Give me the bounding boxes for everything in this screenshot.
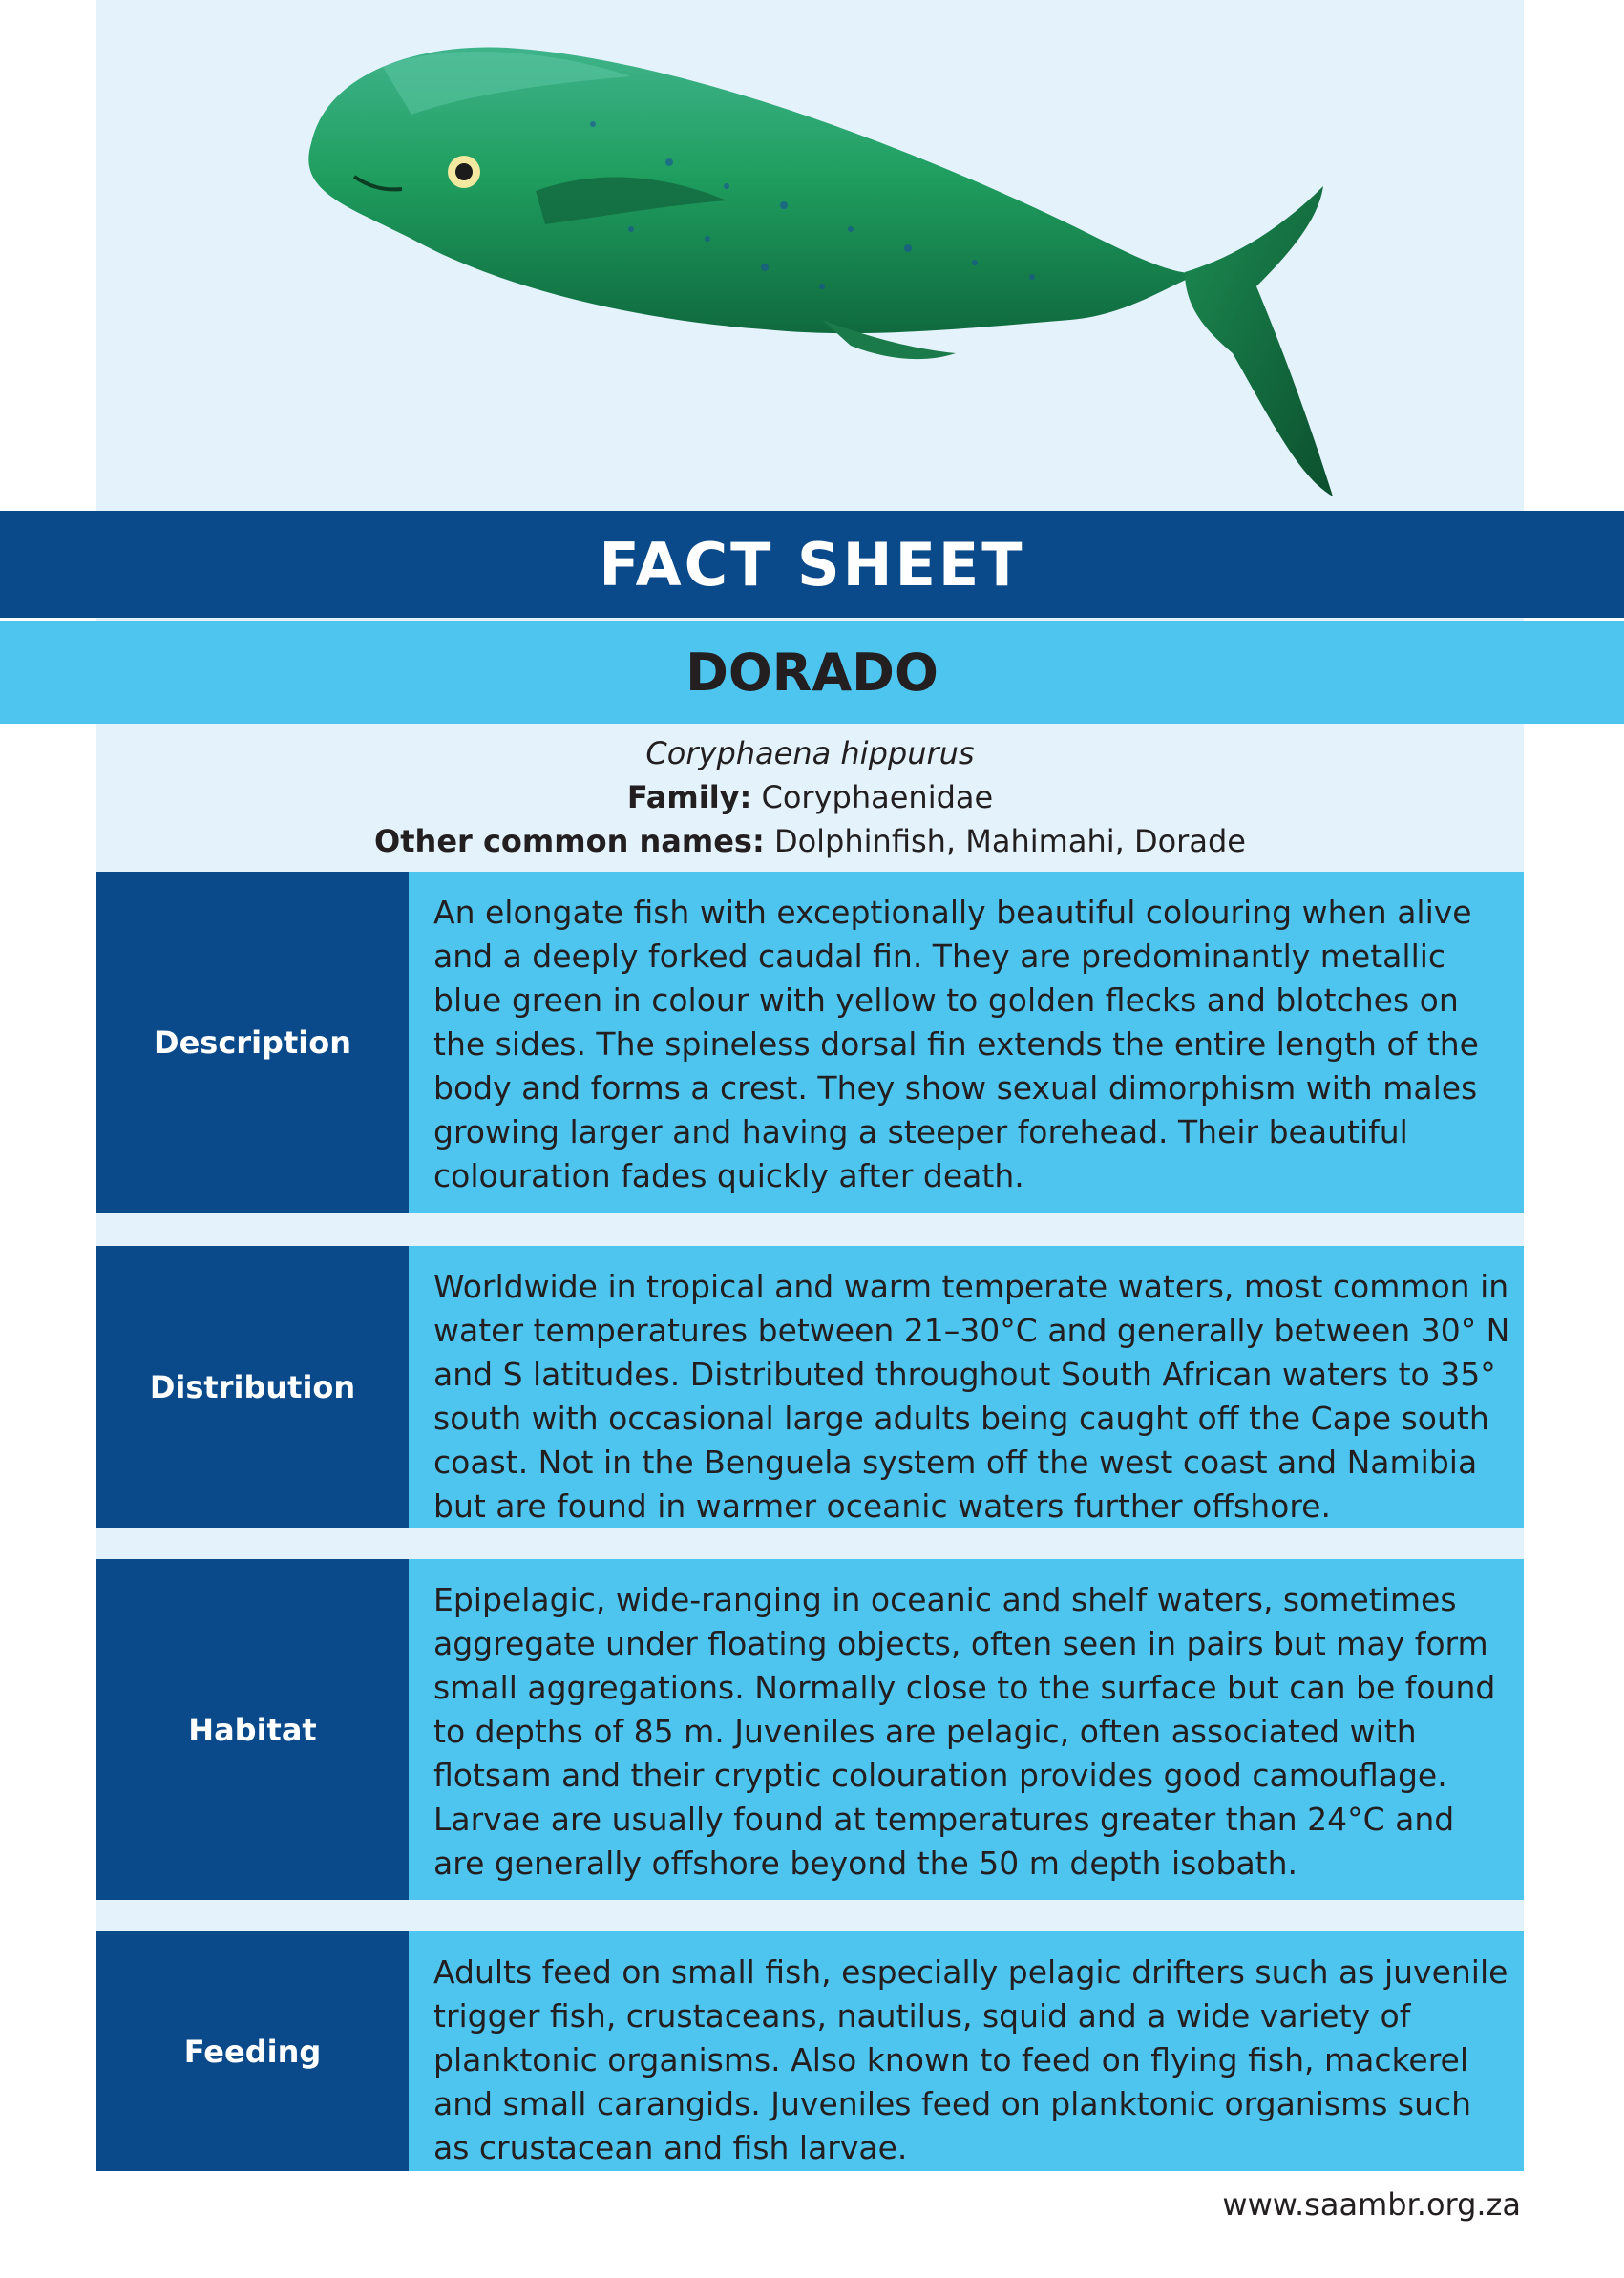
distribution-section: [96, 1246, 1524, 1528]
feeding-text: Adults feed on small fish, especially pelagic drifters such as juvenile trigger fish, crustaceans, nautilus, squid and a wide variety of planktonic organisms. Also known to feed on flying fish, mackerel and small carangids. Juveniles feed on planktonic organisms such as crustacean and fish larvae.: [409, 1931, 1524, 2171]
dorado-fish-image: [96, 0, 1524, 511]
website-link[interactable]: www.saambr.org.za: [1222, 2186, 1521, 2223]
distribution-label: Distribution: [96, 1246, 409, 1528]
family-value: Coryphaenidae: [761, 779, 994, 815]
description-label: Description: [96, 872, 409, 1213]
other-names-value: Dolphinfish, Mahimahi, Dorade: [773, 823, 1246, 859]
species-common-name: DORADO: [685, 642, 939, 703]
description-section: [96, 872, 1524, 1213]
species-meta: [96, 731, 1524, 863]
description-text: An elongate fish with exceptionally beautiful colouring when alive and a deeply forked caudal fin. They are predominantly metallic blue green in colour with yellow to golden flecks and blotches on the sides. The spineless dorsal fin extends the entire length of the body and forms a crest. They show sexual dimorphism with males growing larger and having a steeper forehead. Their beautiful colouration fades quickly after death.: [409, 872, 1524, 1213]
fact-sheet-banner: [0, 511, 1624, 618]
species-banner: [0, 621, 1624, 724]
distribution-text: Worldwide in tropical and warm temperate waters, most common in water temperatures between 21–30°C and generally between 30° N and S latitudes. Distributed throughout South African waters to 35° south with occasional large adults being caught off the Cape south coast. Not in the Benguela system off the west coast and Namibia but are found in warmer oceanic waters further offshore.: [409, 1246, 1524, 1528]
other-names-label: Other common names:: [374, 823, 765, 859]
habitat-label: Habitat: [96, 1559, 409, 1900]
family-line: [96, 775, 1524, 819]
scientific-name: Coryphaena hippurus: [645, 735, 975, 771]
fact-sheet-title: FACT SHEET: [599, 529, 1025, 600]
habitat-text: Epipelagic, wide-ranging in oceanic and shelf waters, sometimes aggregate under floating objects, often seen in pairs but may form small aggregations. Normally close to the surface but can be found to depths of 85 m. Juveniles are pelagic, often associated with flotsam and their cryptic colouration provides good camouflage. Larvae are usually found at temperatures greater than 24°C and are generally offshore beyond the 50 m depth isobath.: [409, 1559, 1524, 1900]
feeding-label: Feeding: [96, 1931, 409, 2171]
family-label: Family:: [626, 779, 752, 815]
other-names-line: [96, 819, 1524, 863]
feeding-section: [96, 1931, 1524, 2171]
habitat-section: [96, 1559, 1524, 1900]
